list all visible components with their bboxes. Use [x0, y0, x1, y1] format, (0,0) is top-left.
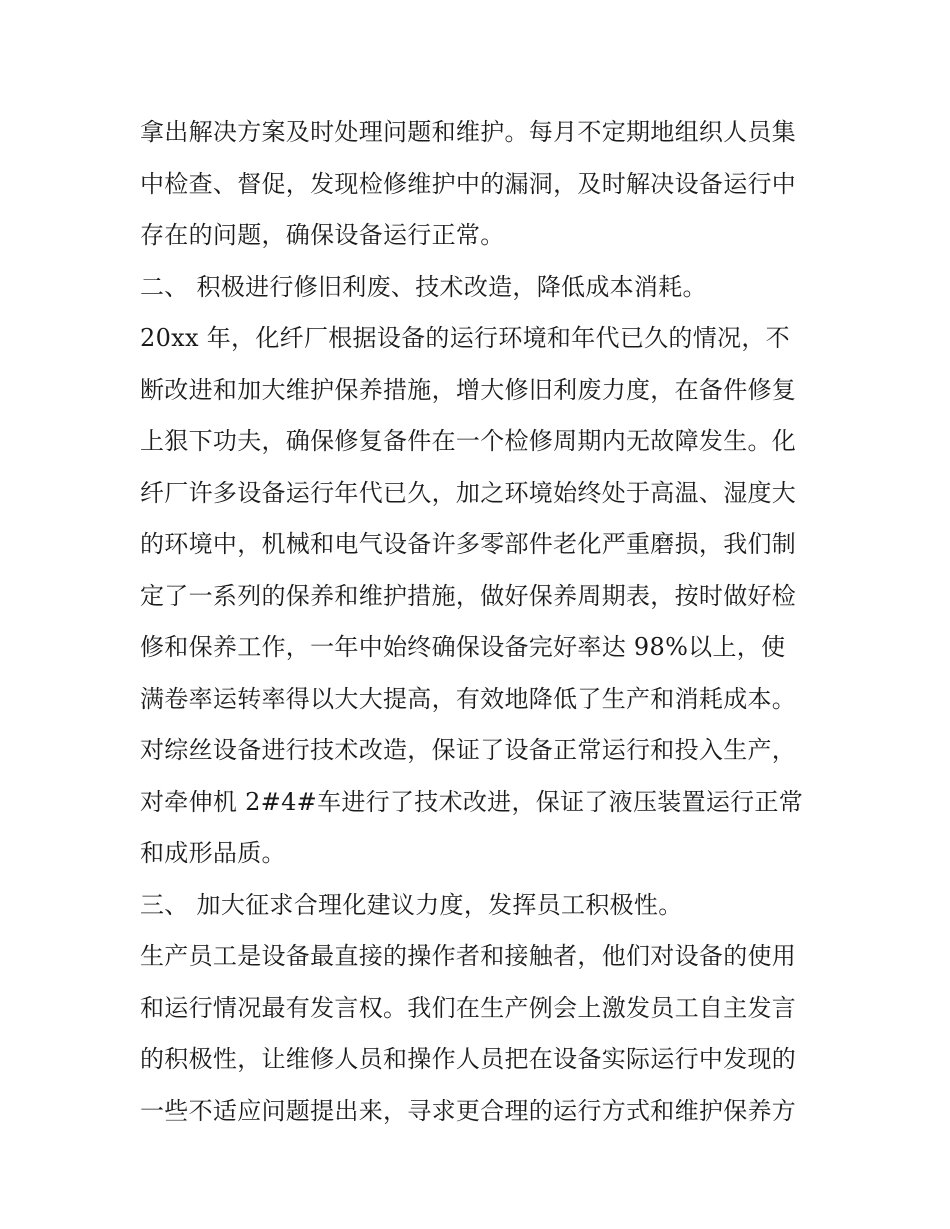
text-line-13: 对综丝设备进行技术改造，保证了设备正常运行和投入生产，	[140, 736, 797, 764]
text-line-18: 和运行情况最有发言权。我们在生产例会上激发员工自主发言	[140, 993, 797, 1022]
text-line-2: 中检查、督促，发现检修维护中的漏洞，及时解决设备运行中	[140, 169, 797, 198]
section-heading-3: 三、 加大征求合理化建议力度，发挥员工积极性。	[140, 890, 683, 919]
text-line-1: 拿出解决方案及时处理问题和维护。每月不定期地组织人员集	[140, 118, 797, 146]
text-line-3: 存在的问题，确保设备运行正常。	[140, 221, 505, 249]
text-line-6: 断改进和加大维护保养措施，增大修旧利废力度，在备件修复	[140, 375, 797, 404]
text-line-17: 生产员工是设备最直接的操作者和接触者，他们对设备的使用	[140, 942, 797, 970]
text-line-7: 上狠下功夫，确保修复备件在一个检修周期内无故障发生。化	[140, 427, 797, 455]
document-body	[140, 107, 820, 1137]
text-line-5: 20xx 年，化纤厂根据设备的运行环境和年代已久的情况，不	[140, 324, 790, 352]
text-line-15: 和成形品质。	[140, 839, 286, 867]
text-line-14: 对牵伸机 2#4#车进行了技术改进，保证了液压装置运行正常	[140, 787, 804, 816]
text-line-20: 一些不适应问题提出来，寻求更合理的运行方式和维护保养方	[140, 1096, 797, 1125]
text-line-11: 修和保养工作，一年中始终确保设备完好率达 98%以上，使	[140, 633, 786, 661]
text-line-12: 满卷率运转率得以大大提高，有效地降低了生产和消耗成本。	[140, 684, 797, 713]
text-line-8: 纤厂许多设备运行年代已久，加之环境始终处于高温、湿度大	[140, 478, 797, 507]
text-line-19: 的积极性，让维修人员和操作人员把在设备实际运行中发现的	[140, 1045, 797, 1073]
text-line-10: 定了一系列的保养和维护措施，做好保养周期表，按时做好检	[140, 581, 797, 610]
text-line-9: 的环境中，机械和电气设备许多零部件老化严重磨损，我们制	[140, 530, 797, 558]
section-heading-2: 二、 积极进行修旧利废、技术改造，降低成本消耗。	[140, 272, 707, 301]
